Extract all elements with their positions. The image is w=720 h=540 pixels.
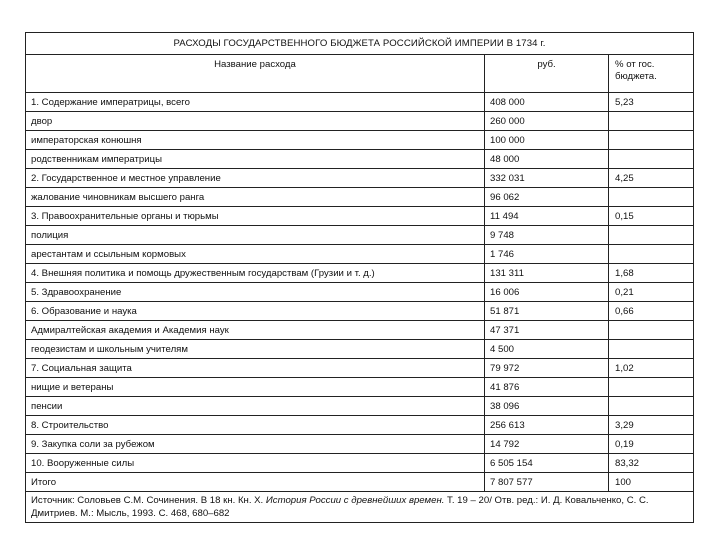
table-row [26,226,694,245]
cell-name: нищие и ветераны [26,378,485,397]
cell-percent [609,397,694,416]
cell-name: 7. Социальная защита [26,359,485,378]
cell-percent [609,112,694,131]
cell-name: императорская конюшня [26,131,485,150]
table-row [26,207,694,226]
table-row [26,112,694,131]
cell-name: геодезистам и школьным учителям [26,340,485,359]
cell-rub: 408 000 [485,93,609,112]
budget-table [25,32,694,523]
cell-rub: 38 096 [485,397,609,416]
cell-name: 5. Здравоохранение [26,283,485,302]
table-row [26,416,694,435]
cell-name: двор [26,112,485,131]
cell-rub: 1 746 [485,245,609,264]
header-percent: % от гос. бюджета. [609,55,694,93]
cell-percent: 3,29 [609,416,694,435]
cell-percent: 0,15 [609,207,694,226]
cell-name: 10. Вооруженные силы [26,454,485,473]
source-prefix: Источник: Соловьев С.М. Сочинения. В 18 кн. Кн. X. [31,495,266,506]
cell-percent: 5,23 [609,93,694,112]
table-row [26,283,694,302]
cell-percent: 0,21 [609,283,694,302]
table-row [26,454,694,473]
cell-name: пенсии [26,397,485,416]
cell-name: 2. Государственное и местное управление [26,169,485,188]
table-row [26,435,694,454]
table-row [26,93,694,112]
table-row [26,245,694,264]
cell-name: полиция [26,226,485,245]
source-italic: История России с древнейших времен. [265,495,445,506]
table-row [26,473,694,492]
cell-rub: 9 748 [485,226,609,245]
cell-percent: 4,25 [609,169,694,188]
table-row [26,397,694,416]
cell-name: 1. Содержание императрицы, всего [26,93,485,112]
cell-name: 4. Внешняя политика и помощь дружественным государствам (Грузии и т. д.) [26,264,485,283]
cell-rub: 6 505 154 [485,454,609,473]
source-note [26,492,694,523]
cell-percent [609,150,694,169]
cell-name: 3. Правоохранительные органы и тюрьмы [26,207,485,226]
header-name: Название расхода [26,55,485,93]
table-row [26,188,694,207]
cell-name: 9. Закупка соли за рубежом [26,435,485,454]
budget-table-sheet [25,32,693,523]
cell-rub: 256 613 [485,416,609,435]
cell-name: Адмиралтейская академия и Академия наук [26,321,485,340]
cell-percent [609,245,694,264]
cell-name: 6. Образование и наука [26,302,485,321]
cell-name: Итого [26,473,485,492]
table-row [26,302,694,321]
table-title: РАСХОДЫ ГОСУДАРСТВЕННОГО БЮДЖЕТА РОССИЙСКОЙ ИМПЕРИИ В 1734 г. [26,33,694,55]
cell-rub: 47 371 [485,321,609,340]
table-row [26,264,694,283]
table-row [26,359,694,378]
cell-name: арестантам и ссыльным кормовых [26,245,485,264]
cell-rub: 260 000 [485,112,609,131]
source-row [26,492,694,523]
cell-percent [609,226,694,245]
cell-percent [609,131,694,150]
title-row [26,33,694,55]
table-row [26,340,694,359]
cell-name: родственникам императрицы [26,150,485,169]
cell-rub: 16 006 [485,283,609,302]
cell-percent [609,378,694,397]
cell-name: 8. Строительство [26,416,485,435]
table-row [26,321,694,340]
cell-percent: 83,32 [609,454,694,473]
table-row [26,169,694,188]
cell-rub: 79 972 [485,359,609,378]
cell-percent [609,340,694,359]
table-row [26,150,694,169]
cell-rub: 100 000 [485,131,609,150]
cell-rub: 4 500 [485,340,609,359]
cell-rub: 41 876 [485,378,609,397]
cell-rub: 7 807 577 [485,473,609,492]
source-suffix: Т. 19 – 20/ Отв. ред.: И. Д. Ковальченко, С. С. Дмитриев. М.: Мысль, 1993. С. 468, 680–682 [31,495,649,519]
cell-percent [609,188,694,207]
cell-percent: 0,66 [609,302,694,321]
table-row [26,378,694,397]
cell-percent: 1,02 [609,359,694,378]
cell-rub: 14 792 [485,435,609,454]
cell-percent: 0,19 [609,435,694,454]
table-row [26,131,694,150]
cell-percent: 100 [609,473,694,492]
cell-rub: 96 062 [485,188,609,207]
cell-rub: 332 031 [485,169,609,188]
cell-rub: 51 871 [485,302,609,321]
header-rub: руб. [485,55,609,93]
header-row [26,55,694,93]
cell-rub: 11 494 [485,207,609,226]
cell-rub: 131 311 [485,264,609,283]
cell-name: жалование чиновникам высшего ранга [26,188,485,207]
cell-rub: 48 000 [485,150,609,169]
cell-percent [609,321,694,340]
cell-percent: 1,68 [609,264,694,283]
